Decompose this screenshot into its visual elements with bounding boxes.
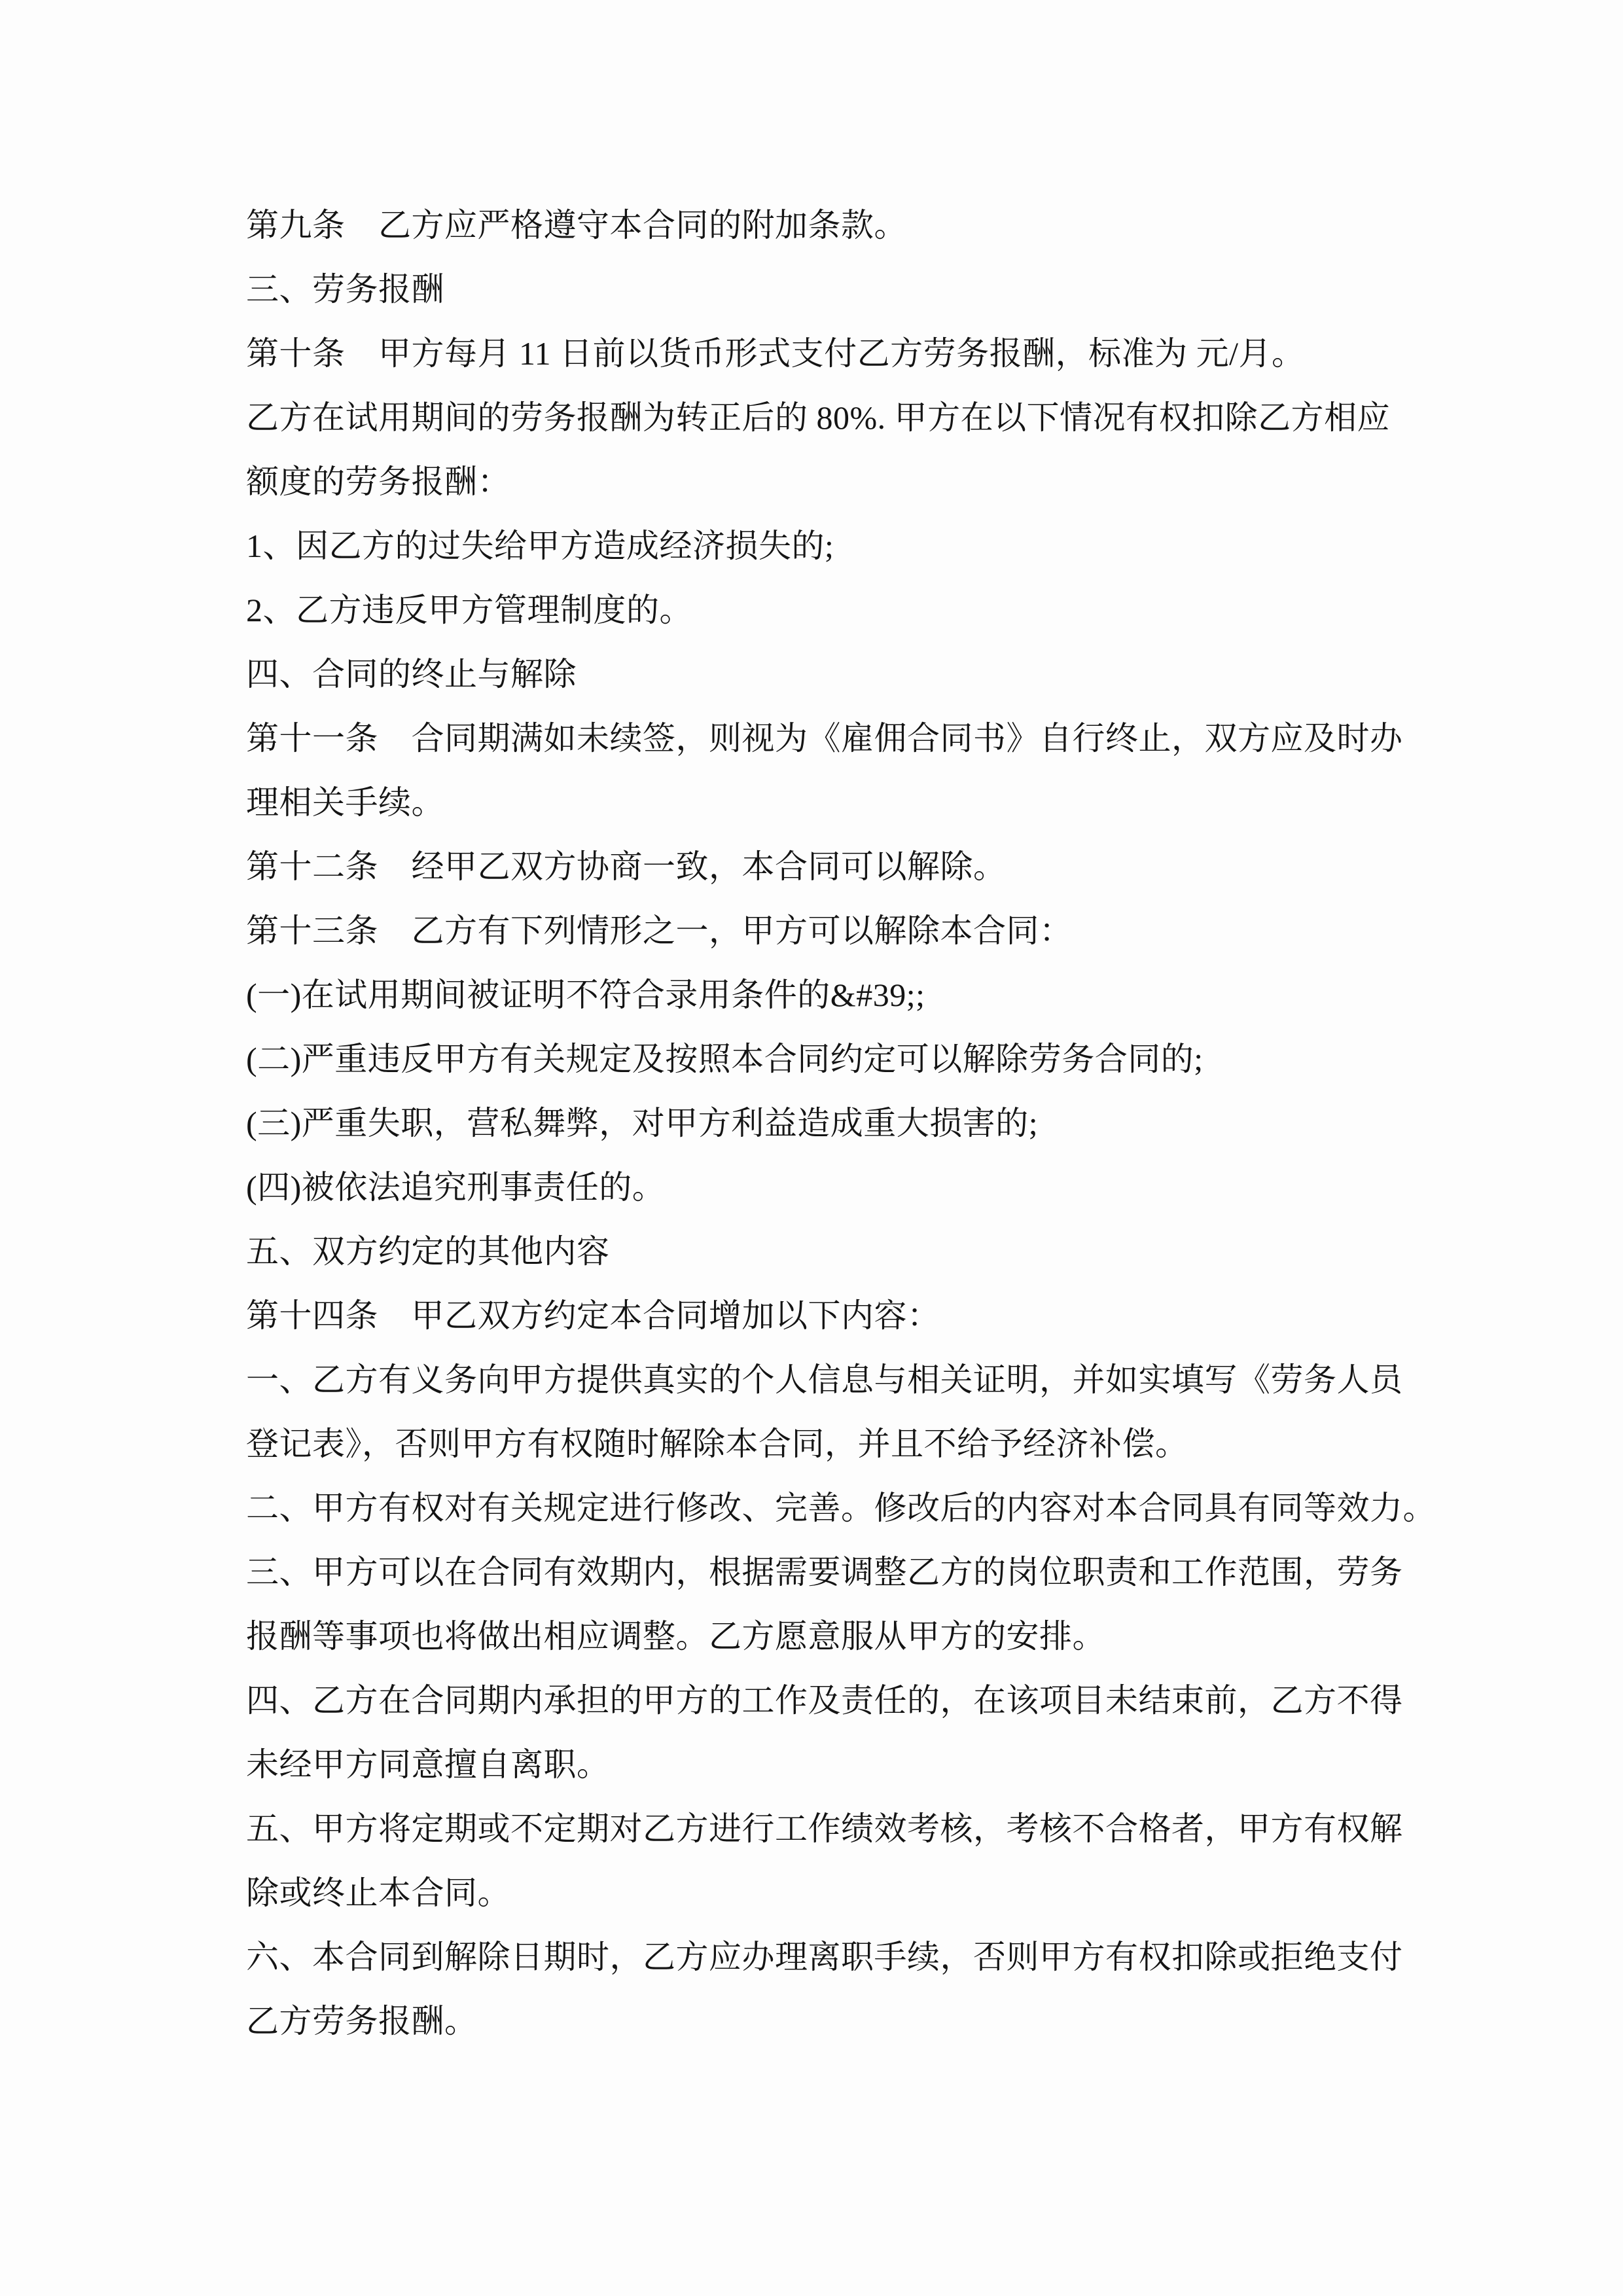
contract-body <box>246 193 1436 2053</box>
contract-line: 二、甲方有权对有关规定进行修改、完善。修改后的内容对本合同具有同等效力。 <box>246 1490 1436 1526</box>
contract-line: 一、乙方有义务向甲方提供真实的个人信息与相关证明，并如实填写《劳务人员 <box>246 1361 1403 1398</box>
contract-line: 第十一条 合同期满如未续签，则视为《雇佣合同书》自行终止，双方应及时办 <box>246 720 1403 757</box>
contract-line: 三、甲方可以在合同有效期内，根据需要调整乙方的岗位职责和工作范围，劳务 <box>246 1554 1403 1590</box>
contract-line: (四)被依法追究刑事责任的。 <box>246 1169 666 1206</box>
contract-line: 未经甲方同意擅自离职。 <box>246 1746 610 1783</box>
contract-line: 乙方在试用期间的劳务报酬为转正后的 80%. 甲方在以下情况有权扣除乙方相应 <box>246 399 1391 436</box>
contract-line: 第九条 乙方应严格遵守本合同的附加条款。 <box>246 207 907 243</box>
contract-line: 报酬等事项也将做出相应调整。乙方愿意服从甲方的安排。 <box>246 1618 1105 1655</box>
contract-line: (三)严重失职，营私舞弊，对甲方利益造成重大损害的; <box>246 1105 1039 1141</box>
contract-line: 四、乙方在合同期内承担的甲方的工作及责任的，在该项目未结束前，乙方不得 <box>246 1682 1403 1719</box>
contract-line: 除或终止本合同。 <box>246 1874 510 1911</box>
contract-line: 五、甲方将定期或不定期对乙方进行工作绩效考核，考核不合格者，甲方有权解 <box>246 1810 1403 1847</box>
contract-line: (二)严重违反甲方有关规定及按照本合同约定可以解除劳务合同的; <box>246 1041 1204 1077</box>
contract-line: 第十三条 乙方有下列情形之一，甲方可以解除本合同： <box>246 912 1073 949</box>
contract-line: 三、劳务报酬 <box>246 271 444 308</box>
contract-line: 登记表》，否则甲方有权随时解除本合同，并且不给予经济补偿。 <box>246 1426 1188 1462</box>
contract-line: 乙方劳务报酬。 <box>246 2003 478 2039</box>
contract-line: (一)在试用期间被证明不符合录用条件的&#39;; <box>246 977 925 1013</box>
contract-line: 第十四条 甲乙双方约定本合同增加以下内容： <box>246 1297 940 1334</box>
contract-line: 额度的劳务报酬： <box>246 463 510 500</box>
contract-line: 四、合同的终止与解除 <box>246 656 577 692</box>
contract-line: 六、本合同到解除日期时，乙方应办理离职手续，否则甲方有权扣除或拒绝支付 <box>246 1939 1403 1975</box>
contract-line: 理相关手续。 <box>246 784 444 821</box>
contract-line: 1、因乙方的过失给甲方造成经济损失的; <box>246 528 834 564</box>
contract-line: 第十条 甲方每月 11 日前以货币形式支付乙方劳务报酬，标准为 元/月。 <box>246 335 1305 372</box>
contract-line: 2、乙方违反甲方管理制度的。 <box>246 592 692 628</box>
contract-line: 五、双方约定的其他内容 <box>246 1233 610 1270</box>
contract-line: 第十二条 经甲乙双方协商一致，本合同可以解除。 <box>246 848 1007 885</box>
